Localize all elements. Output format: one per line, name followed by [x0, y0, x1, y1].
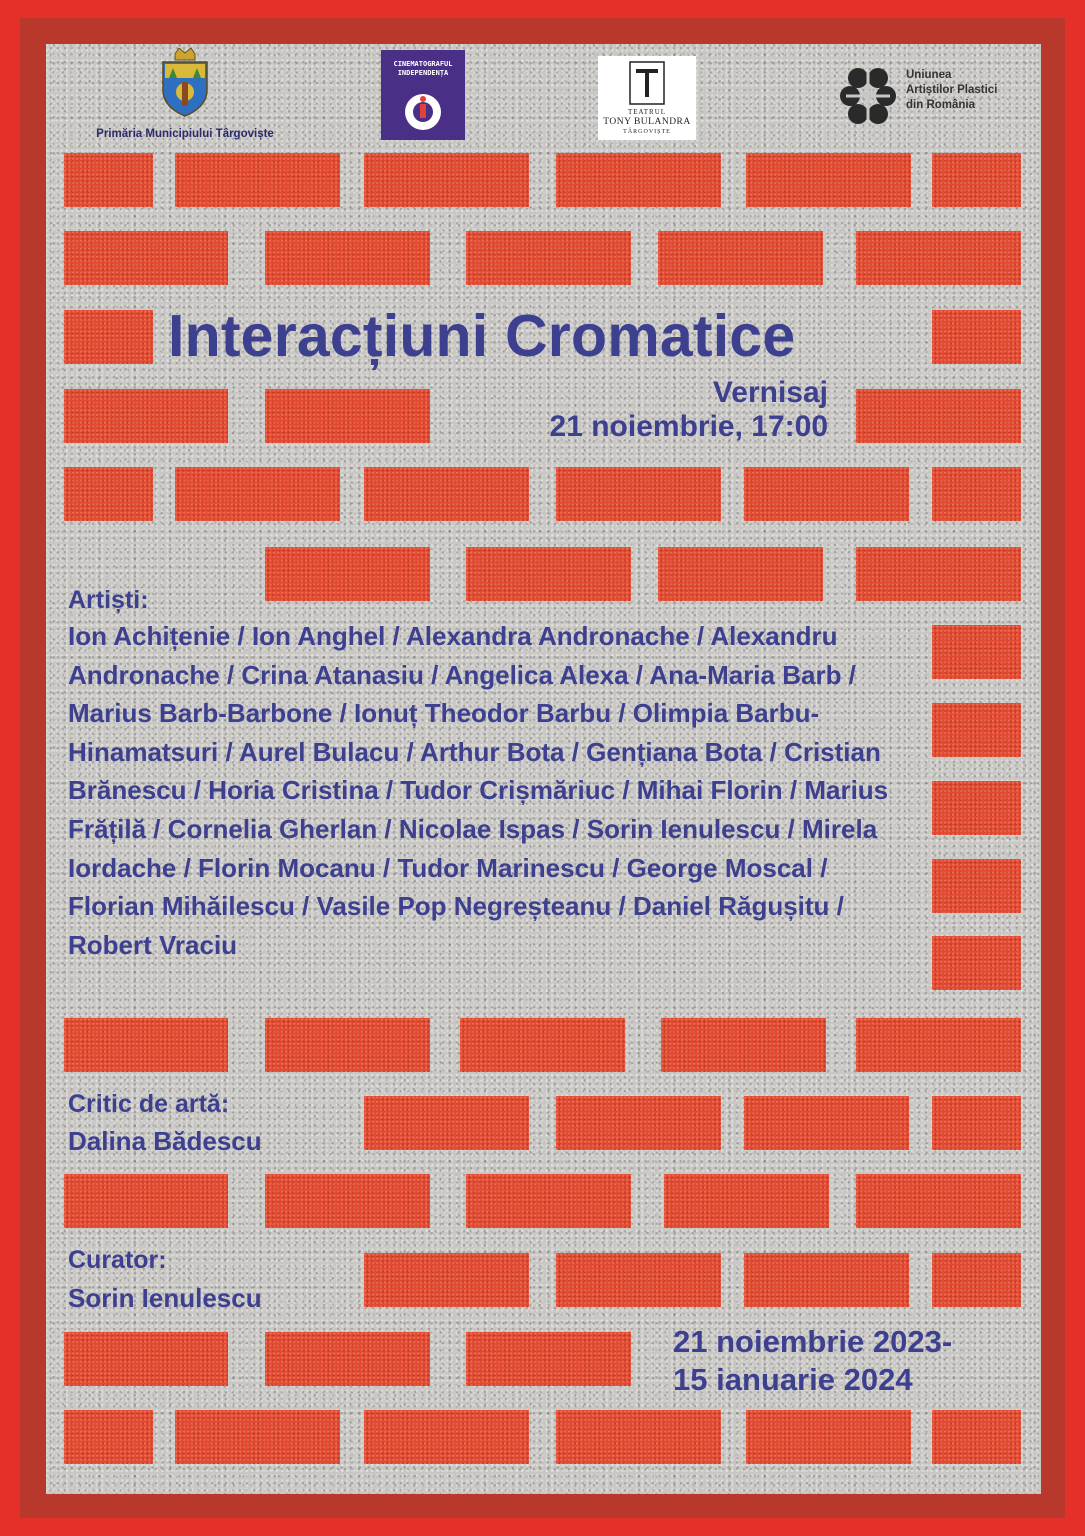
brick [556, 1253, 721, 1307]
brick [364, 1096, 529, 1150]
brick [932, 153, 1021, 207]
curator-name: Sorin Ienulescu [68, 1283, 262, 1313]
brick [932, 859, 1021, 913]
cinema-mark-icon [398, 84, 448, 134]
brick [64, 1410, 153, 1464]
brick [364, 1253, 529, 1307]
critic-name: Dalina Bădescu [68, 1126, 262, 1156]
artists-list: Ion Achițenie / Ion Anghel / Alexandra Andronache / Alexandru Andronache / Crina Atanasiu / Angelica Alexa / Ana-Maria Barb / Marius Barb-Barbone / Ionuț Theodor Barbu / Olimpia Barbu-Hinamatsuri / Aurel Bulacu / Arthur Bota / Gențiana Bota / Cristian Brănescu / Horia Cristina / Tudor Crișmăriuc / Mihai Florin / Marius Frățilă / Cornelia Gherlan / Nicolae Ispas / Sorin Ienulescu / Mirela Iordache / Florin Mocanu / Tudor Marinescu / George Moscal / Florian Mihăilescu / Vasile Pop Negreșteanu / Daniel Răgușitu / Robert Vraciu [68, 621, 889, 960]
brick [932, 625, 1021, 679]
coat-of-arms-icon [155, 48, 215, 118]
theatre-t-icon [627, 60, 667, 108]
brick [932, 467, 1021, 521]
brick [556, 1410, 721, 1464]
brick [556, 153, 721, 207]
brick [364, 153, 529, 207]
teatru-line-1: TEATRUL [627, 108, 667, 116]
artists-heading: Artiști: [68, 586, 149, 614]
primaria-logo [60, 48, 310, 148]
brick [265, 1332, 430, 1386]
brick [932, 1253, 1021, 1307]
brick [64, 1174, 228, 1228]
brick [265, 547, 430, 601]
brick [658, 547, 823, 601]
brick [265, 389, 430, 443]
brick [556, 1096, 721, 1150]
brick [856, 1018, 1021, 1072]
brick [265, 231, 430, 285]
brick [175, 153, 340, 207]
brick [932, 936, 1021, 990]
cinema-logo-text [385, 60, 461, 78]
brick [932, 1096, 1021, 1150]
brick [856, 1174, 1021, 1228]
brick [64, 1332, 228, 1386]
teatru-line-3: TÂRGOVIȘTE [623, 129, 671, 135]
exhibition-title: Interacțiuni Cromatice [168, 303, 796, 369]
uap-line-2: Artiștilor Plastici [906, 84, 998, 96]
brick [466, 1174, 631, 1228]
brick [746, 153, 911, 207]
brick [466, 1332, 631, 1386]
dates-line-2: 15 ianuarie 2024 [673, 1362, 913, 1397]
brick [744, 1096, 909, 1150]
brick [744, 1253, 909, 1307]
cinema-independenta-logo [381, 50, 465, 140]
brick [265, 1018, 430, 1072]
brick [744, 467, 909, 521]
brick [856, 389, 1021, 443]
brick [364, 1410, 529, 1464]
uap-line-1: Uniunea [906, 69, 952, 81]
brick [856, 231, 1021, 285]
brick [460, 1018, 625, 1072]
vernisaj-block [470, 376, 828, 444]
brick [466, 231, 631, 285]
brick [64, 153, 153, 207]
cinema-line-1: CINEMATOGRAFUL [393, 60, 453, 68]
brick [64, 389, 228, 443]
uap-emblem-icon [836, 64, 900, 128]
curator-heading: Curator: [68, 1246, 167, 1274]
brick [932, 1410, 1021, 1464]
brick [64, 1018, 228, 1072]
brick [856, 547, 1021, 601]
brick [932, 781, 1021, 835]
primaria-label: Primăria Municipiului Târgoviște [96, 128, 274, 140]
vernisaj-label: Vernisaj [712, 376, 828, 409]
uap-text [906, 68, 997, 113]
uap-logo [836, 64, 1036, 128]
brick [932, 703, 1021, 757]
brick [658, 231, 823, 285]
cinema-line-2: INDEPENDENȚA [397, 69, 449, 77]
dates-line-1: 21 noiembrie 2023- [673, 1324, 953, 1359]
brick [364, 467, 529, 521]
teatru-line-2: TONY BULANDRA [603, 117, 691, 127]
brick [661, 1018, 826, 1072]
brick [64, 467, 153, 521]
brick [932, 310, 1021, 364]
critic-heading: Critic de artă: [68, 1090, 230, 1118]
brick [175, 1410, 340, 1464]
teatru-bulandra-logo [598, 56, 696, 140]
uap-line-3: din România [906, 99, 976, 111]
brick [556, 467, 721, 521]
brick [746, 1410, 911, 1464]
brick [466, 547, 631, 601]
vernisaj-datetime: 21 noiembrie, 17:00 [549, 410, 828, 443]
brick [664, 1174, 829, 1228]
brick [64, 310, 153, 364]
brick [175, 467, 340, 521]
exhibition-dates [673, 1323, 952, 1399]
brick [64, 231, 228, 285]
brick [265, 1174, 430, 1228]
